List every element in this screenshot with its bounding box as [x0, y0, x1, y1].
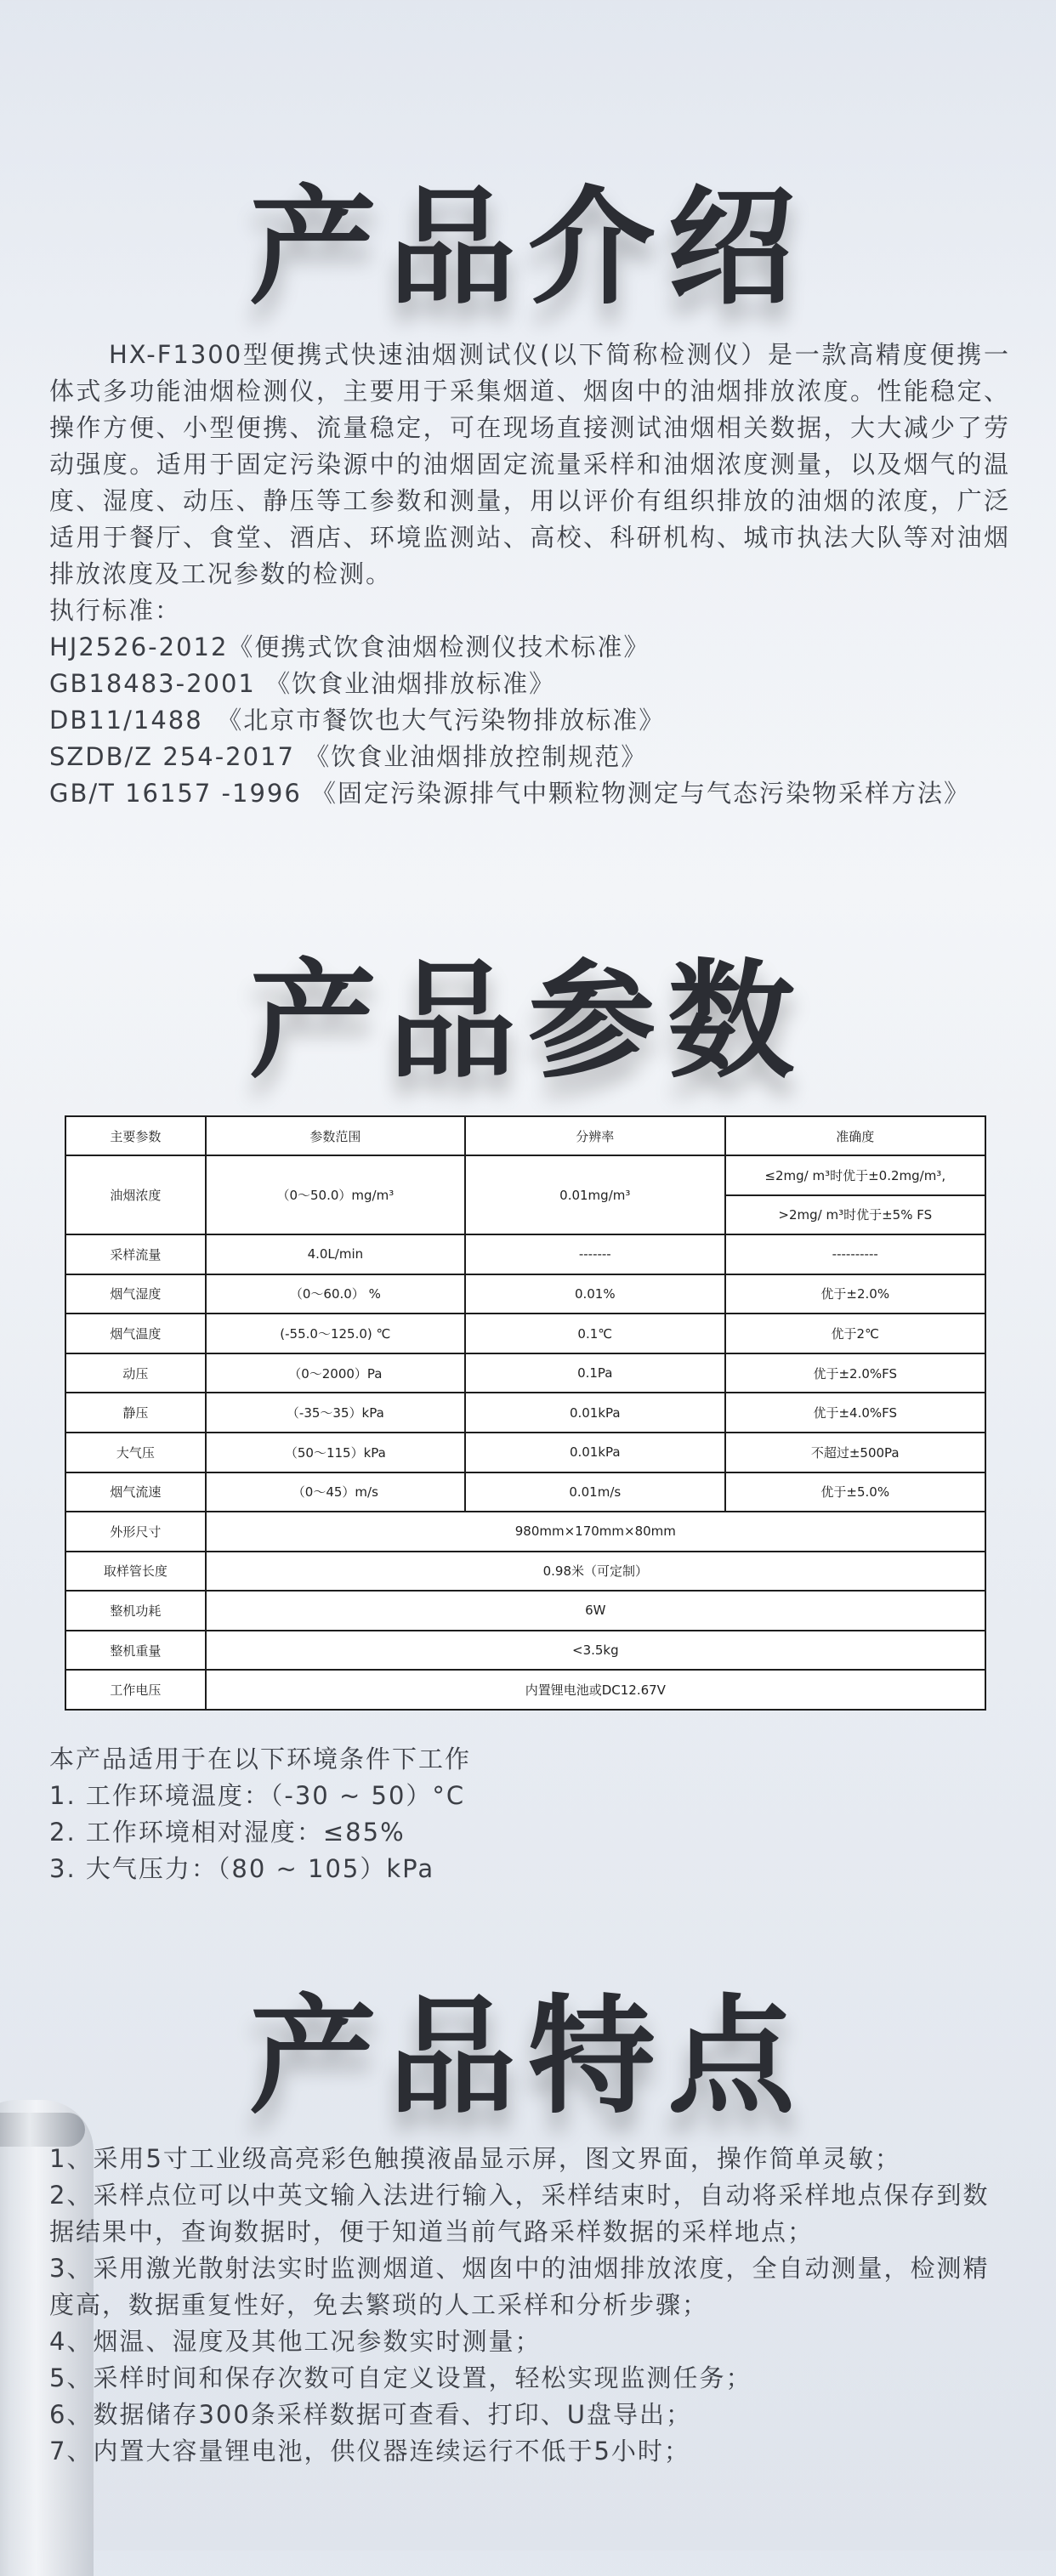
- table-cell: 不超过±500Pa: [725, 1433, 986, 1472]
- table-row: [65, 1670, 985, 1710]
- features-heading: 产品特点: [248, 1983, 807, 2131]
- table-cell: 0.01%: [465, 1274, 724, 1314]
- feature-item: 6、数据储存300条采样数据可查看、打印、U盘导出；: [49, 2400, 693, 2429]
- table-row: [65, 1393, 985, 1433]
- environment-item: 1. 工作环境温度：（-30 ~ 50）°C: [49, 1781, 466, 1810]
- table-header-cell: 参数范围: [206, 1116, 465, 1155]
- table-cell: （0～50.0）mg/m³: [206, 1155, 465, 1234]
- table-cell: 整机重量: [65, 1631, 206, 1671]
- table-row: [65, 1552, 985, 1592]
- table-cell: （0～60.0） %: [206, 1274, 465, 1314]
- table-header-cell: 主要参数: [65, 1116, 206, 1155]
- standards-label: 执行标准：: [49, 596, 182, 625]
- table-header-cell: 分辨率: [465, 1116, 724, 1155]
- table-cell: （50～115）kPa: [206, 1433, 465, 1472]
- table-row: [65, 1591, 985, 1631]
- table-cell: 优于±5.0%: [725, 1472, 986, 1512]
- table-cell: (-55.0～125.0) ℃: [206, 1314, 465, 1353]
- feature-item: 7、内置大容量锂电池，供仪器连续运行不低于5小时；: [49, 2437, 690, 2465]
- table-cell: 烟气湿度: [65, 1274, 206, 1314]
- table-row: [65, 1155, 985, 1195]
- table-cell: -------: [465, 1234, 724, 1274]
- table-cell: 大气压: [65, 1433, 206, 1472]
- environment-intro: 本产品适用于在以下环境条件下工作: [49, 1745, 472, 1773]
- feature-item: 3、采用激光散射法实时监测烟道、烟囱中的油烟排放浓度，全自动测量，检测精度高，数据重复性好，免去繁琐的人工采样和分析步骤；: [49, 2254, 990, 2319]
- table-cell: 0.01mg/m³: [465, 1155, 724, 1234]
- table-cell: 0.01kPa: [465, 1433, 724, 1472]
- table-cell: 0.1℃: [465, 1314, 724, 1353]
- table-cell: 整机功耗: [65, 1591, 206, 1631]
- table-row: [65, 1274, 985, 1314]
- table-cell: ≤2mg/ m³时优于±0.2mg/m³,: [725, 1155, 986, 1195]
- table-row: [65, 1314, 985, 1353]
- table-cell: 工作电压: [65, 1670, 206, 1710]
- feature-item: 2、采样点位可以中英文输入法进行输入，采样结束时，自动将采样地点保存到数据结果中，查询数据时，便于知道当前气路采样数据的采样地点；: [49, 2181, 990, 2246]
- table-cell: 取样管长度: [65, 1552, 206, 1592]
- intro-block: [49, 337, 1010, 812]
- table-cell: 优于±4.0%FS: [725, 1393, 986, 1433]
- table-header-row: [65, 1116, 985, 1155]
- environment-block: [49, 1741, 1010, 1887]
- table-header-cell: 准确度: [725, 1116, 986, 1155]
- table-cell: ----------: [725, 1234, 986, 1274]
- table-cell: 0.01kPa: [465, 1393, 724, 1433]
- table-row: [65, 1631, 985, 1671]
- spec-table: [65, 1115, 986, 1711]
- table-cell: 优于±2.0%FS: [725, 1353, 986, 1393]
- table-cell: 优于±2.0%: [725, 1274, 986, 1314]
- table-cell: 0.98米（可定制）: [206, 1552, 985, 1592]
- table-cell: 6W: [206, 1591, 985, 1631]
- standard-item: SZDB/Z 254-2017 《饮食业油烟排放控制规范》: [49, 742, 648, 771]
- table-cell: 采样流量: [65, 1234, 206, 1274]
- standard-item: GB18483-2001 《饮食业油烟排放标准》: [49, 669, 556, 698]
- table-row: [65, 1234, 985, 1274]
- intro-heading: 产品介绍: [248, 174, 807, 322]
- params-heading: 产品参数: [248, 948, 807, 1096]
- standard-item: DB11/1488 《北京市餐饮也大气污染物排放标准》: [49, 706, 666, 735]
- table-cell: <3.5kg: [206, 1631, 985, 1671]
- table-cell: 内置锂电池或DC12.67V: [206, 1670, 985, 1710]
- table-cell: 烟气流速: [65, 1472, 206, 1512]
- features-block: [49, 2141, 1010, 2470]
- standard-item: GB/T 16157 -1996 《固定污染源排气中颗粒物测定与气态污染物采样方法》: [49, 779, 971, 808]
- table-cell: 外形尺寸: [65, 1512, 206, 1552]
- table-row: [65, 1353, 985, 1393]
- table-cell: （0～45）m/s: [206, 1472, 465, 1512]
- table-cell: 980mm×170mm×80mm: [206, 1512, 985, 1552]
- table-cell: 0.01m/s: [465, 1472, 724, 1512]
- table-row: [65, 1433, 985, 1472]
- table-cell: （0～2000）Pa: [206, 1353, 465, 1393]
- table-cell: 油烟浓度: [65, 1155, 206, 1234]
- feature-item: 4、烟温、湿度及其他工况参数实时测量；: [49, 2327, 542, 2356]
- table-cell: 烟气温度: [65, 1314, 206, 1353]
- table-cell: 4.0L/min: [206, 1234, 465, 1274]
- table-row: [65, 1472, 985, 1512]
- table-cell: 优于2℃: [725, 1314, 986, 1353]
- standard-item: HJ2526-2012《便携式饮食油烟检测仪技术标准》: [49, 633, 650, 661]
- table-cell: >2mg/ m³时优于±5% FS: [725, 1195, 986, 1235]
- table-cell: 0.1Pa: [465, 1353, 724, 1393]
- intro-description: HX-F1300型便携式快速油烟测试仪(以下简称检测仪）是一款高精度便携一体式多功能油烟检测仪，主要用于采集烟道、烟囱中的油烟排放浓度。性能稳定、操作方便、小型便携、流量稳定，可在现场直接测试油烟相关数据，大大减少了劳动强度。适用于固定污染源中的油烟固定流量采样和油烟浓度测量，以及烟气的温度、湿度、动压、静压等工参数和测量，用以评价有组织排放的油烟的浓度，广泛适用于餐厅、食堂、酒店、环境监测站、高校、科研机构、城市执法大队等对油烟排放浓度及工况参数的检测。: [49, 340, 1010, 588]
- table-cell: 动压: [65, 1353, 206, 1393]
- environment-item: 3. 大气压力：（80 ~ 105）kPa: [49, 1854, 435, 1883]
- table-cell: （-35～35）kPa: [206, 1393, 465, 1433]
- feature-item: 1、采用5寸工业级高亮彩色触摸液晶显示屏，图文界面，操作简单灵敏；: [49, 2144, 901, 2173]
- table-row: [65, 1512, 985, 1552]
- environment-item: 2. 工作环境相对湿度：≤85%: [49, 1818, 406, 1847]
- table-cell: 静压: [65, 1393, 206, 1433]
- feature-item: 5、采样时间和保存次数可自定义设置，轻松实现监测任务；: [49, 2363, 752, 2392]
